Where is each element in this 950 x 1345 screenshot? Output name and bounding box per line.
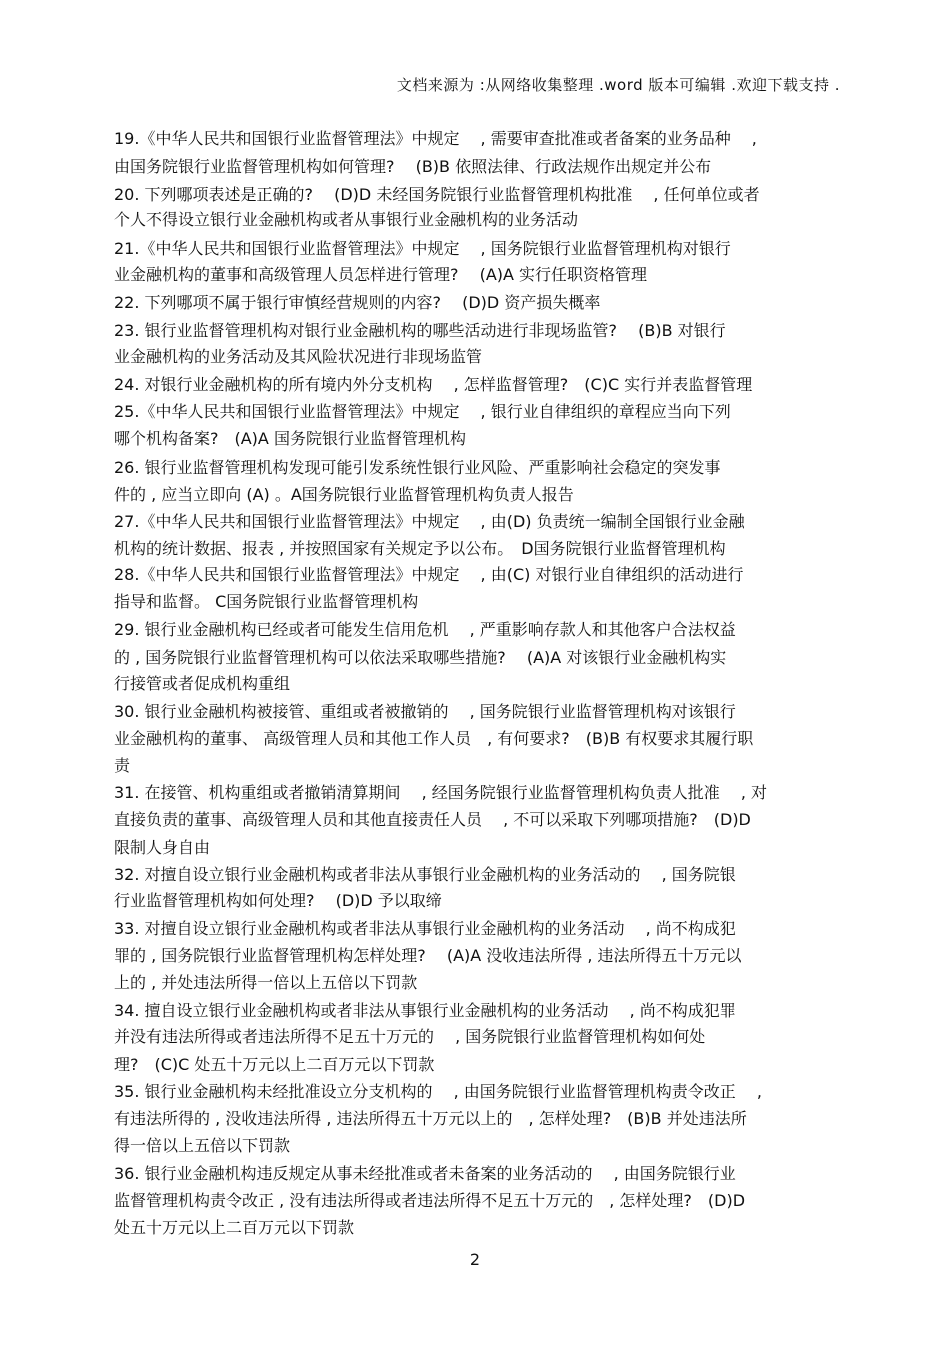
text-line: 指导和监督。 C国务院银行业监督管理机构 xyxy=(114,592,419,611)
text-line: 25.《中华人民共和国银行业监督管理法》中规定 , 银行业自律组织的章程应当向下列 xyxy=(114,402,731,421)
text-line: 机构的统计数据、报表 , 并按照国家有关规定予以公布。 D国务院银行业监督管理机构 xyxy=(114,539,726,558)
text-line: 23. 银行业监督管理机构对银行业金融机构的哪些活动进行非现场监管? (B)B 对银行 xyxy=(114,321,726,340)
text-line: 业金融机构的董事、 高级管理人员和其他工作人员 , 有何要求? (B)B 有权要求其履行职 xyxy=(114,729,754,748)
text-line: 限制人身自由 xyxy=(114,838,211,857)
text-line: 处五十万元以上二百万元以下罚款 xyxy=(114,1218,355,1237)
text-line: 36. 银行业金融机构违反规定从事未经批准或者未备案的业务活动的 , 由国务院银行业 xyxy=(114,1164,736,1183)
text-line: 行业监督管理机构如何处理? (D)D 予以取缔 xyxy=(114,891,442,910)
text-line: 24. 对银行业金融机构的所有境内外分支机构 , 怎样监督管理? (C)C 实行并表监督管理 xyxy=(114,375,753,394)
text-line: 的 , 国务院银行业监督管理机构可以依法采取哪些措施? (A)A 对该银行业金融机构实 xyxy=(114,648,727,667)
text-line: 监督管理机构责令改正 , 没有违法所得或者违法所得不足五十万元的 , 怎样处理? (D)D xyxy=(114,1191,746,1210)
text-line: 个人不得设立银行业金融机构或者从事银行业金融机构的业务活动 xyxy=(114,210,579,229)
page-header: 文档来源为 :从网络收集整理 .word 版本可编辑 .欢迎下载支持 . xyxy=(396,76,840,94)
text-line: 28.《中华人民共和国银行业监督管理法》中规定 , 由(C) 对银行业自律组织的活动进行 xyxy=(114,565,744,584)
text-line: 31. 在接管、机构重组或者撤销清算期间 , 经国务院银行业监督管理机构负责人批准 , 对 xyxy=(114,783,768,802)
text-line: 有违法所得的 , 没收违法所得 , 违法所得五十万元以上的 , 怎样处理? (B)B 并处违法所 xyxy=(114,1109,747,1128)
text-line: 业金融机构的董事和高级管理人员怎样进行管理? (A)A 实行任职资格管理 xyxy=(114,265,648,284)
text-line: 责 xyxy=(114,756,131,775)
text-line: 件的 , 应当立即向 (A) 。A国务院银行业监督管理机构负责人报告 xyxy=(114,485,574,504)
text-line: 22. 下列哪项不属于银行审慎经营规则的内容? (D)D 资产损失概率 xyxy=(114,293,601,312)
text-line: 行接管或者促成机构重组 xyxy=(114,674,291,693)
text-line: 并没有违法所得或者违法所得不足五十万元的 , 国务院银行业监督管理机构如何处 xyxy=(114,1027,706,1046)
text-line: 29. 银行业金融机构已经或者可能发生信用危机 , 严重影响存款人和其他客户合法权益 xyxy=(114,620,736,639)
text-line: 由国务院银行业监督管理机构如何管理? (B)B 依照法律、行政法规作出规定并公布 xyxy=(114,157,712,176)
text-line: 得一倍以上五倍以下罚款 xyxy=(114,1136,291,1155)
page-number: 2 xyxy=(469,1250,481,1269)
text-line: 35. 银行业金融机构未经批准设立分支机构的 , 由国务院银行业监督管理机构责令改正 , xyxy=(114,1082,762,1101)
text-line: 直接负责的董事、高级管理人员和其他直接责任人员 , 不可以采取下列哪项措施? (D)D xyxy=(114,810,751,829)
text-line: 罪的 , 国务院银行业监督管理机构怎样处理? (A)A 没收违法所得 , 违法所得五十万元以 xyxy=(114,946,742,965)
text-line: 34. 擅自设立银行业金融机构或者非法从事银行业金融机构的业务活动 , 尚不构成犯罪 xyxy=(114,1001,736,1020)
text-line: 27.《中华人民共和国银行业监督管理法》中规定 , 由(D) 负责统一编制全国银行业金融 xyxy=(114,512,745,531)
text-line: 21.《中华人民共和国银行业监督管理法》中规定 , 国务院银行业监督管理机构对银行 xyxy=(114,239,731,258)
text-line: 哪个机构备案? (A)A 国务院银行业监督管理机构 xyxy=(114,429,466,448)
text-line: 理? (C)C 处五十万元以上二百万元以下罚款 xyxy=(114,1055,435,1074)
text-line: 32. 对擅自设立银行业金融机构或者非法从事银行业金融机构的业务活动的 , 国务院银 xyxy=(114,865,736,884)
text-line: 33. 对擅自设立银行业金融机构或者非法从事银行业金融机构的业务活动 , 尚不构成犯 xyxy=(114,919,736,938)
text-line: 26. 银行业监督管理机构发现可能引发系统性银行业风险、严重影响社会稳定的突发事 xyxy=(114,458,721,477)
text-line: 30. 银行业金融机构被接管、重组或者被撤销的 , 国务院银行业监督管理机构对该银行 xyxy=(114,702,736,721)
text-line: 19.《中华人民共和国银行业监督管理法》中规定 , 需要审查批准或者备案的业务品种 , xyxy=(114,129,757,148)
text-line: 上的 , 并处违法所得一倍以上五倍以下罚款 xyxy=(114,973,418,992)
text-line: 20. 下列哪项表述是正确的? (D)D 未经国务院银行业监督管理机构批准 , 任何单位或者 xyxy=(114,185,760,204)
text-line: 业金融机构的业务活动及其风险状况进行非现场监管 xyxy=(114,347,483,366)
